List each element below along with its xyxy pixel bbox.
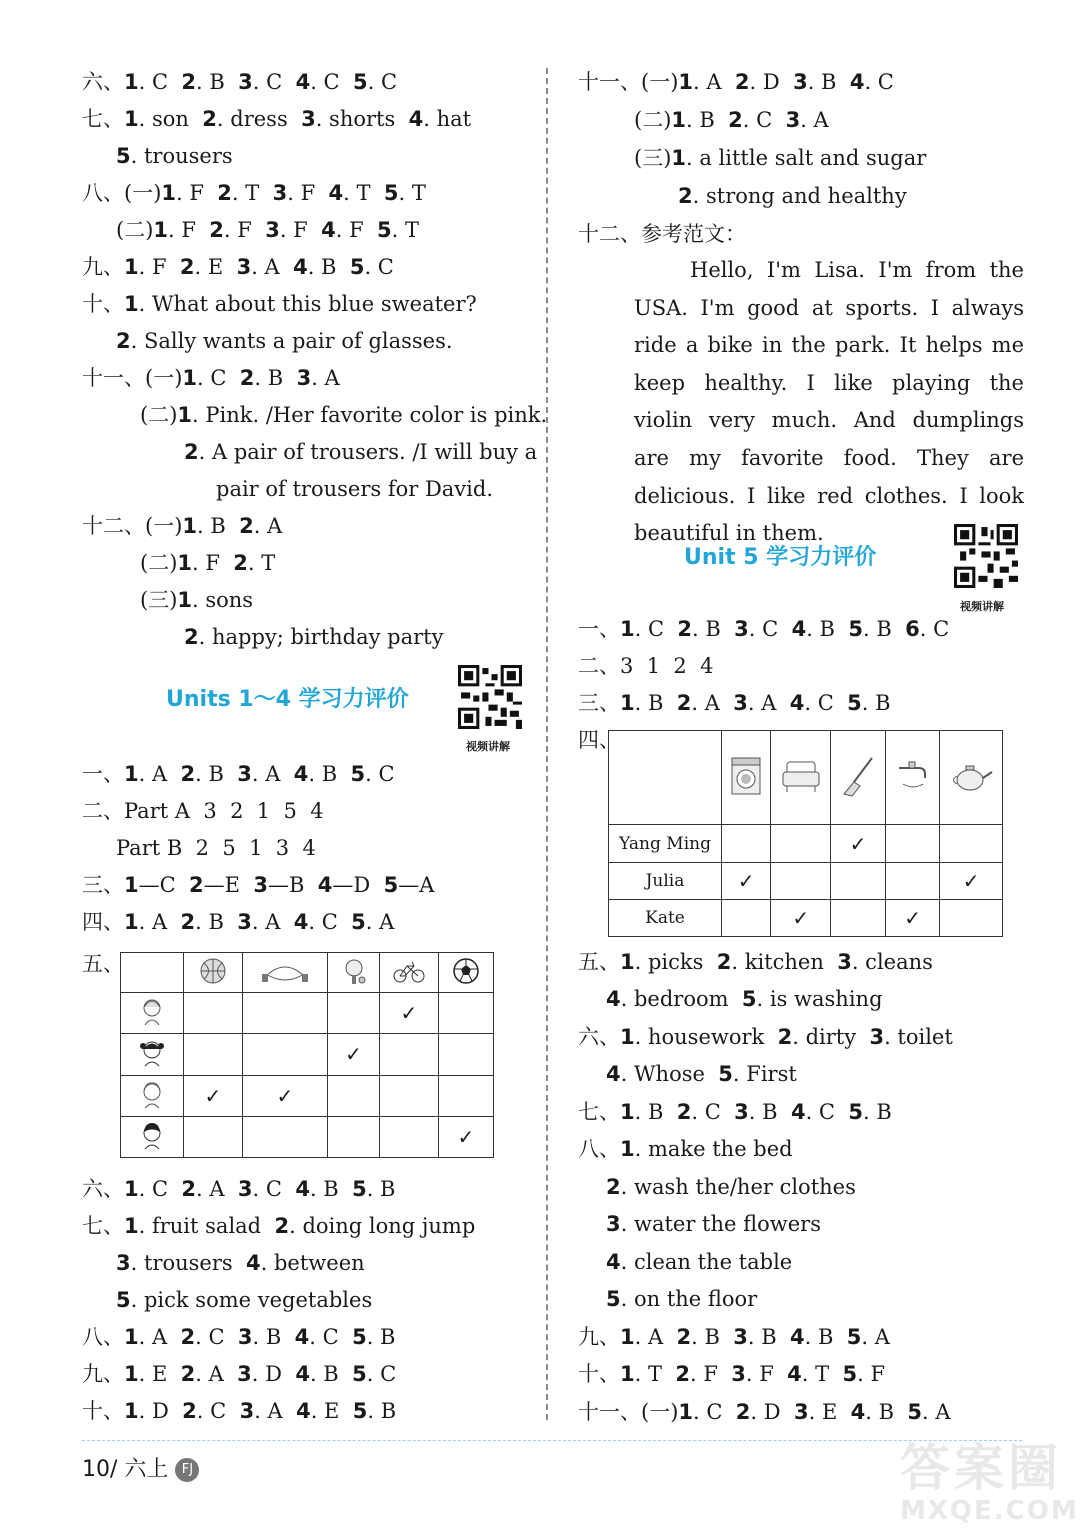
- broom-icon: [831, 731, 886, 825]
- page-footer: [82, 1452, 199, 1483]
- answer-line: (二)1. Pink. /Her favorite color is pink.: [140, 403, 548, 427]
- answer-line: (三)1. sons: [140, 588, 254, 612]
- qr-code-icon[interactable]: [458, 665, 522, 729]
- answer-line: 八、1. make the bed: [578, 1137, 793, 1161]
- answer-line: 三、1—C 2—E 3—B 4—D 5—A: [82, 873, 435, 897]
- answer-line: 5. pick some vegetables: [116, 1288, 373, 1312]
- check-cell: ✓: [771, 899, 831, 936]
- answer-line: 5. on the floor: [606, 1287, 758, 1311]
- check-cell: [940, 825, 1003, 862]
- check-cell: [831, 899, 886, 936]
- answer-line: 七、1. son 2. dress 3. shorts 4. hat: [82, 107, 472, 131]
- housework-table: [608, 730, 1003, 937]
- answer-line: 七、1. fruit salad 2. doing long jump: [82, 1214, 476, 1238]
- check-cell: [380, 1075, 439, 1116]
- answer-line: 2. strong and healthy: [678, 184, 907, 208]
- answer-line: 九、1. F 2. E 3. A 4. B 5. C: [82, 255, 394, 279]
- row-name: Yang Ming: [609, 825, 722, 862]
- answer-line: 八、1. A 2. C 3. B 4. C 5. B: [82, 1325, 396, 1349]
- page-number: 10/ 六上: [82, 1457, 169, 1482]
- check-cell: [438, 993, 493, 1034]
- footer-rule: [82, 1440, 1022, 1441]
- check-cell: ✓: [438, 1116, 493, 1157]
- table-label: 五、: [82, 952, 124, 976]
- answer-line: 六、1. C 2. B 3. C 4. C 5. C: [82, 70, 398, 94]
- ping-pong-icon: [328, 953, 380, 993]
- skipping-rope-icon: [242, 953, 327, 993]
- answer-line: 4. Whose 5. First: [606, 1062, 797, 1086]
- check-cell: [438, 1075, 493, 1116]
- soccer-ball-icon: [438, 953, 493, 993]
- check-cell: ✓: [380, 993, 439, 1034]
- check-cell: [328, 1116, 380, 1157]
- check-cell: [328, 1075, 380, 1116]
- answer-line: 十一、(一)1. C 2. D 3. E 4. B 5. A: [578, 1400, 951, 1424]
- answer-line: 四、1. A 2. B 3. A 4. C 5. A: [82, 910, 395, 934]
- answer-line: 二、3 1 2 4: [578, 654, 714, 678]
- check-cell: ✓: [940, 862, 1003, 899]
- answer-line: Part B 2 5 1 3 4: [116, 836, 316, 860]
- table-corner: [121, 953, 184, 993]
- answer-line: 七、1. B 2. C 3. B 4. C 5. B: [578, 1100, 892, 1124]
- answer-line: (二)1. F 2. T: [140, 551, 276, 575]
- answer-line: (三)1. a little salt and sugar: [634, 146, 927, 170]
- answer-line: 九、1. E 2. A 3. D 4. B 5. C: [82, 1362, 397, 1386]
- activity-table: [120, 952, 494, 1158]
- check-cell: ✓: [242, 1075, 327, 1116]
- answer-line: (二)1. F 2. F 3. F 4. F 5. T: [116, 218, 419, 242]
- check-cell: [771, 862, 831, 899]
- answer-line: 2. happy; birthday party: [184, 625, 444, 649]
- answer-line: 十、1. What about this blue sweater?: [82, 292, 477, 316]
- check-cell: [438, 1034, 493, 1075]
- sofa-icon: [771, 731, 831, 825]
- section-title: Unit 5 学习力评价: [684, 545, 877, 570]
- answer-line: 一、1. A 2. B 3. A 4. B 5. C: [82, 762, 395, 786]
- answer-line: 二、Part A 3 2 1 5 4: [82, 799, 324, 823]
- check-cell: [380, 1034, 439, 1075]
- answer-line: 六、1. C 2. A 3. C 4. B 5. B: [82, 1177, 396, 1201]
- boy-face-icon: [121, 1075, 184, 1116]
- answer-line: 九、1. A 2. B 3. B 4. B 5. A: [578, 1325, 890, 1349]
- table-label: 四、: [578, 728, 620, 752]
- qr-label: 视频讲解: [960, 600, 1004, 613]
- qr-code-icon[interactable]: [954, 524, 1018, 588]
- teapot-icon: [940, 731, 1003, 825]
- edition-badge: FJ: [175, 1458, 199, 1482]
- check-cell: [940, 899, 1003, 936]
- basketball-icon: [184, 953, 243, 993]
- check-cell: ✓: [722, 862, 771, 899]
- check-cell: [328, 993, 380, 1034]
- row-name: Kate: [609, 899, 722, 936]
- answer-line: 三、1. B 2. A 3. A 4. C 5. B: [578, 691, 891, 715]
- check-cell: [242, 1034, 327, 1075]
- sample-essay: Hello, I'm Lisa. I'm from the USA. I'm good at sports. I always ride a bike in the park. It helps me keep healthy. I like playing the violin very much. And dumplings are my favorite food. They are delicious. I like red clothes. I look beautiful in them.: [634, 258, 1024, 546]
- answer-line: 4. clean the table: [606, 1250, 793, 1274]
- tap-icon: [885, 731, 940, 825]
- check-cell: [184, 1034, 243, 1075]
- check-cell: ✓: [831, 825, 886, 862]
- answer-line: 一、1. C 2. B 3. C 4. B 5. B 6. C: [578, 617, 950, 641]
- answer-line: 5. trousers: [116, 144, 233, 168]
- section-title: Units 1～4 学习力评价: [166, 687, 409, 712]
- answer-line: 十一、(一)1. A 2. D 3. B 4. C: [578, 70, 894, 94]
- check-cell: [722, 899, 771, 936]
- answer-line: 十、1. D 2. C 3. A 4. E 5. B: [82, 1399, 397, 1423]
- answer-line: 十、1. T 2. F 3. F 4. T 5. F: [578, 1362, 886, 1386]
- watermark-bottom: MXQE.COM: [900, 1496, 1079, 1526]
- answer-line: 2. Sally wants a pair of glasses.: [116, 329, 453, 353]
- qr-label: 视频讲解: [466, 740, 510, 753]
- check-cell: ✓: [184, 1075, 243, 1116]
- check-cell: ✓: [328, 1034, 380, 1075]
- check-cell: [184, 993, 243, 1034]
- answer-line: 十一、(一)1. C 2. B 3. A: [82, 366, 340, 390]
- column-divider: [546, 68, 548, 1420]
- check-cell: [831, 862, 886, 899]
- answer-line: 3. water the flowers: [606, 1212, 821, 1236]
- watermark-top: 答案圈: [900, 1439, 1062, 1497]
- check-cell: [242, 993, 327, 1034]
- check-cell: ✓: [885, 899, 940, 936]
- check-cell: [885, 825, 940, 862]
- answer-line: (二)1. B 2. C 3. A: [634, 108, 829, 132]
- answer-line: pair of trousers for David.: [216, 477, 494, 501]
- answer-line: 五、1. picks 2. kitchen 3. cleans: [578, 950, 933, 974]
- bicycle-icon: [380, 953, 439, 993]
- row-name: Julia: [609, 862, 722, 899]
- check-cell: [242, 1116, 327, 1157]
- girl-pigtails-icon: [121, 1034, 184, 1075]
- girl-face-icon: [121, 993, 184, 1034]
- watermark-logo: [900, 1439, 1079, 1536]
- check-cell: [722, 825, 771, 862]
- answer-line: 八、(一)1. F 2. T 3. F 4. T 5. T: [82, 181, 426, 205]
- answer-line: 3. trousers 4. between: [116, 1251, 365, 1275]
- check-cell: [885, 862, 940, 899]
- table-corner: [609, 731, 722, 825]
- answer-line: 十二、(一)1. B 2. A: [82, 514, 283, 538]
- check-cell: [771, 825, 831, 862]
- washing-machine-icon: [722, 731, 771, 825]
- check-cell: [380, 1116, 439, 1157]
- check-cell: [184, 1116, 243, 1157]
- answer-line: 2. A pair of trousers. /I will buy a: [184, 440, 538, 464]
- answer-line: 十二、参考范文：: [578, 222, 746, 246]
- answer-line: 六、1. housework 2. dirty 3. toilet: [578, 1025, 953, 1049]
- boy-hair-icon: [121, 1116, 184, 1157]
- answer-line: 2. wash the/her clothes: [606, 1175, 856, 1199]
- answer-line: 4. bedroom 5. is washing: [606, 987, 883, 1011]
